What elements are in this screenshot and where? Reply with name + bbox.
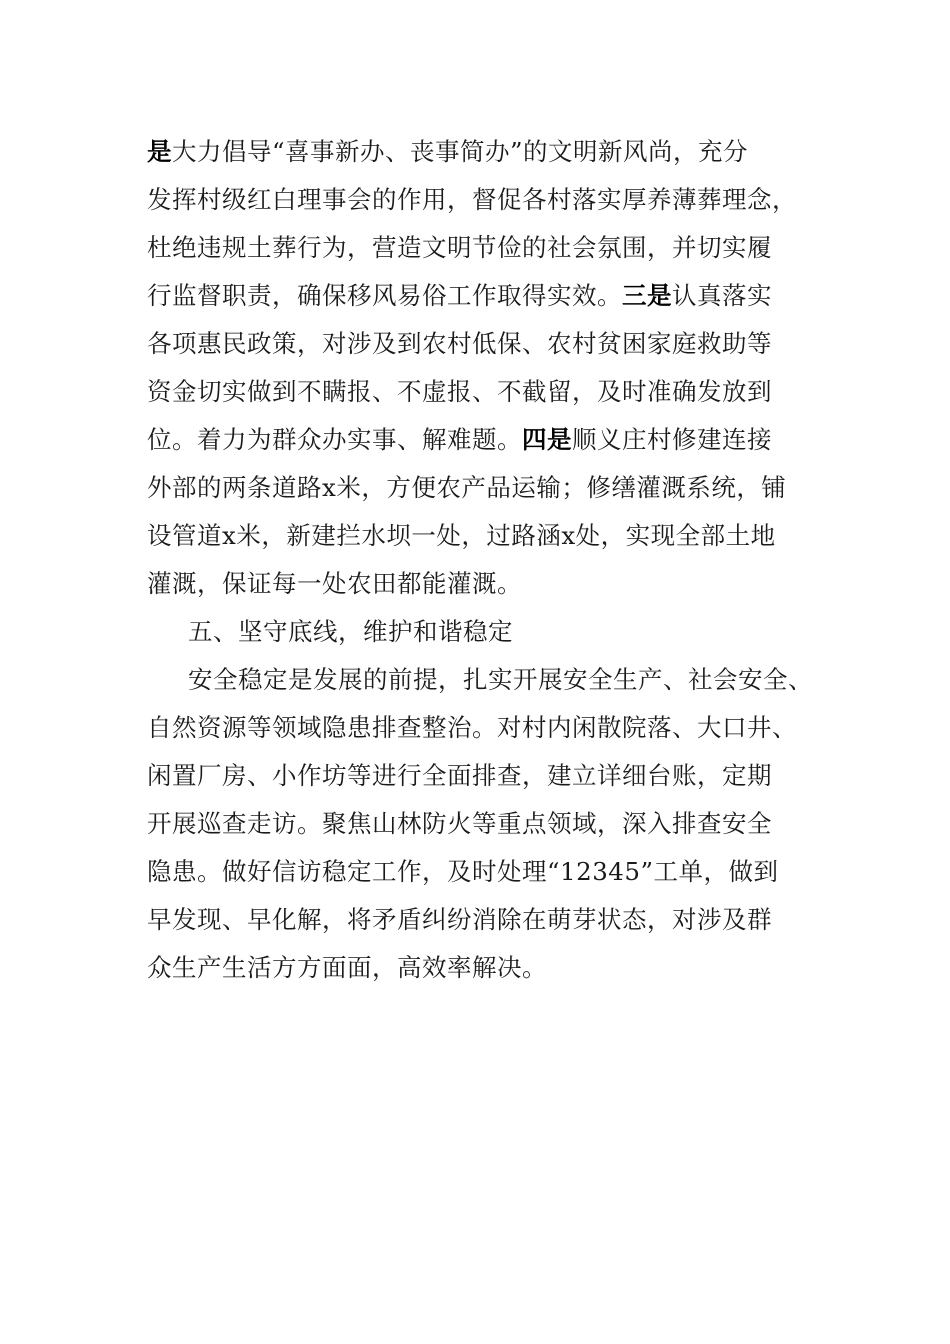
text-line-8 <box>147 473 786 503</box>
text-line-17 <box>147 905 772 935</box>
text-line-12 <box>188 665 813 695</box>
text-line-18 <box>147 953 547 983</box>
line-text: 位。着力为群众办实事、解难题。 <box>147 425 522 454</box>
text-line-15 <box>147 809 772 839</box>
text-line-13 <box>147 713 797 743</box>
line-text: 安全稳定是发展的前提，扎实开展安全生产、社会安全、 <box>188 665 813 694</box>
text-line-9 <box>147 521 776 551</box>
section-heading <box>188 617 513 647</box>
text-line-7 <box>147 425 772 455</box>
line-text: 自然资源等领域隐患排查整治。对村内闲散院落、大口井、 <box>147 713 797 742</box>
line-text: 设管道x米，新建拦水坝一处，过路涵x处，实现全部土地 <box>147 521 776 550</box>
text-line-1 <box>147 137 748 167</box>
line-text: 各项惠民政策，对涉及到农村低保、农村贫困家庭救助等 <box>147 329 772 358</box>
line-text: 早发现、早化解，将矛盾纠纷消除在萌芽状态，对涉及群 <box>147 905 772 934</box>
text-line-6 <box>147 377 772 407</box>
line-text: 杜绝违规土葬行为，营造文明节俭的社会氛围，并切实履 <box>147 233 772 262</box>
line-text: 认真落实 <box>672 281 772 310</box>
line-text: 隐患。做好信访稳定工作，及时处理“12345”工单，做到 <box>147 857 779 886</box>
text-line-3 <box>147 233 772 263</box>
bold-lead-4: 四是 <box>522 425 572 454</box>
text-line-2 <box>147 185 797 215</box>
line-text: 发挥村级红白理事会的作用，督促各村落实厚养薄葬理念， <box>147 185 797 214</box>
line-text: 开展巡查走访。聚焦山林防火等重点领域，深入排查安全 <box>147 809 772 838</box>
line-text: 资金切实做到不瞒报、不虚报、不截留，及时准确发放到 <box>147 377 772 406</box>
text-line-16 <box>147 857 779 887</box>
line-text: 灌溉，保证每一处农田都能灌溉。 <box>147 569 522 598</box>
heading-text: 五、坚守底线，维护和谐稳定 <box>188 617 513 646</box>
line-text: 顺义庄村修建连接 <box>572 425 772 454</box>
text-line-14 <box>147 761 772 791</box>
bold-lead-3: 三是 <box>622 281 672 310</box>
line-text: 众生产生活方方面面，高效率解决。 <box>147 953 547 982</box>
line-text: 外部的两条道路x米，方便农产品运输；修缮灌溉系统，铺 <box>147 473 787 502</box>
line-text: 行监督职责，确保移风易俗工作取得实效。 <box>147 281 622 310</box>
text-line-4 <box>147 281 772 311</box>
text-line-5 <box>147 329 772 359</box>
line-text: 闲置厂房、小作坊等进行全面排查，建立详细台账，定期 <box>147 761 772 790</box>
line-text: 大力倡导“喜事新办、丧事简办”的文明新风尚，充分 <box>172 137 749 166</box>
bold-lead-1: 是 <box>147 137 172 166</box>
text-line-10 <box>147 569 522 599</box>
